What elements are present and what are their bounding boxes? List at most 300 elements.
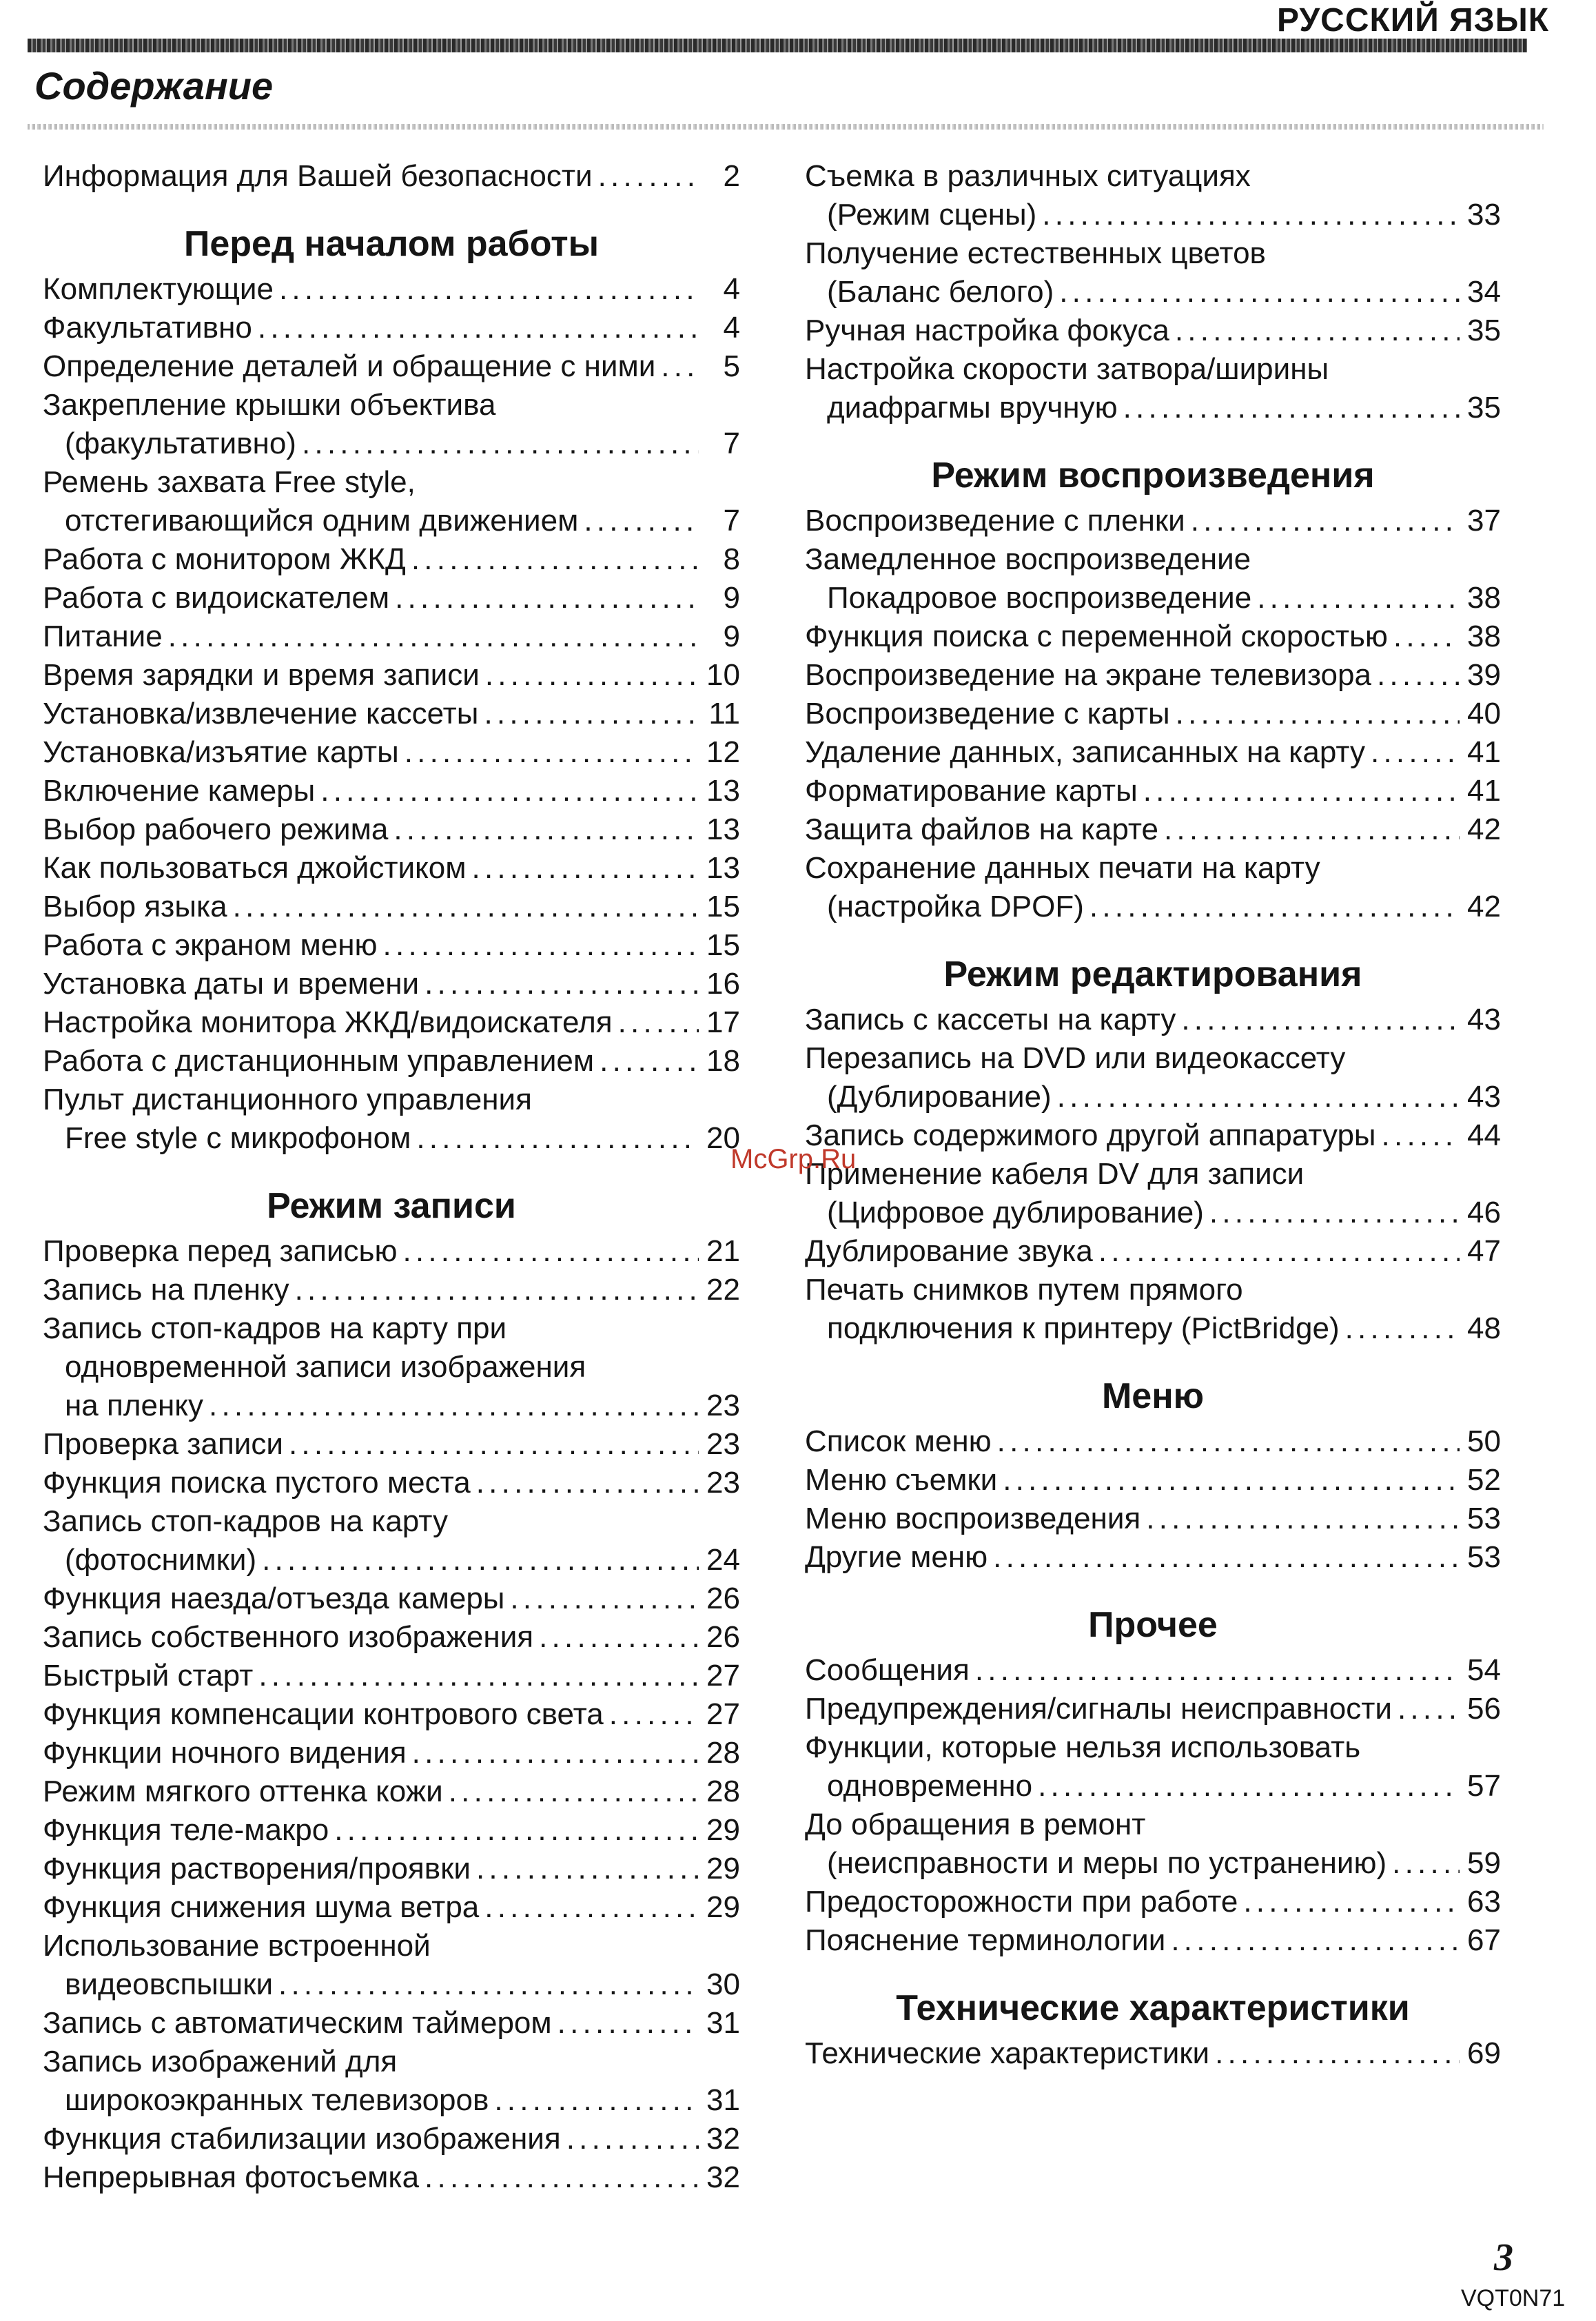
toc-entry — [805, 1001, 1501, 1039]
toc-page-number: 22 — [706, 1273, 740, 1307]
toc-entry — [43, 1888, 740, 1927]
toc-entry — [805, 579, 1501, 617]
toc-entry-text: Меню съемки — [805, 1463, 998, 1497]
page-title: Содержание — [34, 64, 274, 108]
toc-entry-text: Запись с кассеты на карту — [805, 1003, 1176, 1036]
toc-entry-text: Питание — [43, 620, 163, 653]
toc-entry-line: Ремень захвата Free style, — [43, 465, 416, 499]
toc-entry — [43, 2004, 740, 2043]
toc-entry — [43, 695, 740, 733]
dot-leader — [1175, 311, 1460, 350]
dot-leader — [1143, 772, 1460, 810]
dot-leader — [510, 1579, 699, 1618]
toc-entry-text: Пояснение терминологии — [805, 1923, 1166, 1957]
toc-entry — [805, 1538, 1501, 1577]
toc-entry — [43, 540, 740, 579]
toc-page-number: 35 — [1467, 314, 1501, 347]
toc-entry — [805, 1461, 1501, 1500]
toc-page-number: 2 — [723, 159, 740, 193]
toc-entry — [805, 1194, 1501, 1232]
toc-entry-text: Другие меню — [805, 1540, 988, 1574]
toc-item[interactable] — [805, 1690, 1501, 1728]
dot-leader — [424, 2158, 699, 2197]
toc-entry-line: Функции, которые нельзя использовать — [805, 1730, 1361, 1764]
toc-item[interactable] — [43, 1927, 740, 2004]
toc-item[interactable] — [43, 1811, 740, 1850]
toc-entry-text: Удаление данных, записанных на карту — [805, 735, 1365, 769]
toc-entry — [43, 733, 740, 772]
toc-item[interactable] — [805, 311, 1501, 350]
toc-entry — [43, 1618, 740, 1657]
toc-entry-text: Запись на пленку — [43, 1273, 289, 1307]
toc-item[interactable] — [43, 1232, 740, 1271]
toc-item[interactable] — [805, 695, 1501, 733]
toc-item[interactable] — [43, 617, 740, 656]
toc-item[interactable] — [805, 1651, 1501, 1690]
toc-entry-text: Быстрый старт — [43, 1659, 254, 1693]
toc-item[interactable] — [43, 656, 740, 695]
dot-leader — [1382, 1116, 1460, 1155]
toc-entry-text: Ручная настройка фокуса — [805, 314, 1169, 347]
toc-entry-text: Проверка записи — [43, 1427, 283, 1461]
dot-leader — [1209, 1194, 1460, 1232]
dot-leader — [1003, 1461, 1460, 1500]
dot-leader — [1181, 1001, 1460, 1039]
toc-entry — [43, 347, 740, 386]
dot-leader — [278, 1965, 699, 2004]
toc-entry-text: Предупреждения/сигналы неисправности — [805, 1692, 1392, 1726]
toc-page-number: 67 — [1467, 1923, 1501, 1957]
toc-item[interactable] — [805, 1232, 1501, 1271]
dot-leader — [424, 965, 699, 1003]
toc-page-number: 7 — [723, 427, 740, 460]
toc-page-number: 26 — [706, 1620, 740, 1654]
dot-leader — [1191, 502, 1460, 540]
dot-leader — [1123, 389, 1460, 427]
toc-entry-text: Функция поиска пустого места — [43, 1466, 471, 1500]
toc-page-number: 20 — [706, 1121, 740, 1155]
toc-entry-text: Предосторожности при работе — [805, 1885, 1238, 1919]
toc-page-number: 50 — [1467, 1424, 1501, 1458]
toc-item[interactable] — [43, 309, 740, 347]
toc-entry-text: Защита файлов на карте — [805, 812, 1158, 846]
toc-item[interactable] — [805, 1155, 1501, 1232]
toc-item[interactable] — [43, 1502, 740, 1579]
toc-item[interactable] — [43, 1618, 740, 1657]
dot-leader — [1098, 1232, 1460, 1271]
toc-entry-line: Запись изображений для — [43, 2045, 398, 2078]
toc-page-number: 26 — [706, 1582, 740, 1615]
toc-entry-text: (Дублирование) — [827, 1080, 1052, 1114]
toc-entry — [43, 656, 740, 695]
toc-item[interactable] — [43, 2120, 740, 2158]
toc-entry[interactable] — [43, 157, 740, 196]
dot-leader — [1345, 1309, 1460, 1348]
toc-item[interactable] — [43, 1425, 740, 1464]
toc-item[interactable] — [805, 1001, 1501, 1039]
toc-item[interactable] — [805, 656, 1501, 695]
toc-left-column — [43, 157, 740, 2197]
toc-entry-text: Запись собственного изображения — [43, 1620, 534, 1654]
toc-entry-line: Запись стоп-кадров на карту при — [43, 1311, 507, 1345]
toc-entry-text: (Цифровое дублирование) — [827, 1196, 1204, 1229]
toc-item[interactable] — [805, 810, 1501, 849]
dot-leader — [258, 309, 699, 347]
toc-entry — [43, 2081, 740, 2120]
toc-item[interactable] — [805, 157, 1501, 234]
toc-entry-line: До обращения в ремонт — [805, 1808, 1146, 1841]
toc-item[interactable] — [43, 1695, 740, 1734]
dot-leader — [557, 2004, 699, 2043]
dot-leader — [1171, 1921, 1460, 1960]
dot-leader — [393, 810, 699, 849]
toc-page-number: 44 — [1467, 1118, 1501, 1152]
toc-entry-text: Настройка монитора ЖКД/видоискателя — [43, 1005, 613, 1039]
toc-entry-text: отстегивающийся одним движением — [65, 504, 579, 538]
toc-item[interactable] — [805, 1271, 1501, 1348]
toc-entry-text: Выбор языка — [43, 890, 227, 923]
toc-item[interactable] — [805, 772, 1501, 810]
toc-entry — [43, 1119, 740, 1158]
dot-leader — [1257, 579, 1460, 617]
toc-entry-text: Информация для Вашей безопасности — [43, 159, 593, 193]
dot-leader — [405, 733, 699, 772]
toc-entry — [805, 273, 1501, 311]
toc-item[interactable] — [805, 1422, 1501, 1461]
toc-item[interactable] — [43, 2158, 740, 2197]
section-heading: Режим редактирования — [943, 954, 1362, 994]
toc-page-number: 23 — [706, 1389, 740, 1422]
toc-item[interactable] — [43, 772, 740, 810]
toc-entry-text: видеовспышки — [65, 1967, 274, 2001]
toc-item[interactable] — [43, 1579, 740, 1618]
toc-item[interactable] — [805, 540, 1501, 617]
toc-item[interactable] — [805, 1883, 1501, 1921]
dot-leader — [295, 1271, 699, 1309]
toc-entry-line: Запись стоп-кадров на карту — [43, 1504, 448, 1538]
dot-leader — [1392, 1844, 1460, 1883]
toc-entry-line: Сохранение данных печати на карту — [805, 851, 1320, 885]
toc-page-number: 5 — [723, 349, 740, 383]
toc-item[interactable] — [43, 1734, 740, 1772]
toc-entry — [805, 656, 1501, 695]
dot-leader — [598, 157, 699, 196]
toc-entry-text: Воспроизведение с пленки — [805, 504, 1185, 538]
toc-entry-text: Непрерывная фотосъемка — [43, 2160, 420, 2194]
toc-entry-text: Работа с дистанционным управлением — [43, 1044, 595, 1078]
toc-entry-text: Комплектующие — [43, 272, 274, 306]
toc-item[interactable] — [805, 1461, 1501, 1500]
toc-item[interactable] — [43, 386, 740, 463]
toc-item[interactable] — [43, 849, 740, 888]
toc-page-number: 48 — [1467, 1311, 1501, 1345]
toc-entry — [805, 1767, 1501, 1806]
toc-entry-text: (факультативно) — [65, 427, 296, 460]
dot-leader — [411, 540, 699, 579]
dot-leader — [416, 1119, 699, 1158]
dot-leader — [412, 1734, 699, 1772]
toc-entry — [43, 888, 740, 926]
toc-page-number: 52 — [1467, 1463, 1501, 1497]
toc-entry-text: Технические характеристики — [805, 2036, 1210, 2070]
toc-entry — [43, 1811, 740, 1850]
toc-entry — [805, 1921, 1501, 1960]
toc-page-number: 13 — [706, 774, 740, 808]
toc-entry — [43, 309, 740, 347]
toc-entry-text: Установка/извлечение кассеты — [43, 697, 479, 730]
toc-page-number: 47 — [1467, 1234, 1501, 1268]
toc-item[interactable] — [805, 617, 1501, 656]
toc-page-number: 16 — [706, 967, 740, 1001]
toc-entry-text: Воспроизведение на экране телевизора — [805, 658, 1371, 692]
section-heading: Режим записи — [267, 1186, 516, 1226]
dot-leader — [566, 2120, 699, 2158]
dot-leader — [485, 656, 699, 695]
toc-entry-text: Сообщения — [805, 1653, 970, 1687]
toc-item[interactable] — [43, 810, 740, 849]
toc-page-number: 38 — [1467, 581, 1501, 615]
toc-page-number: 13 — [706, 851, 740, 885]
toc-entry-text: Запись содержимого другой аппаратуры — [805, 1118, 1376, 1152]
toc-page-number: 15 — [706, 928, 740, 962]
language-label: РУССКИЙ ЯЗЫК — [1276, 2, 1549, 39]
toc-entry — [43, 810, 740, 849]
toc-entry-text: Время зарядки и время записи — [43, 658, 480, 692]
toc-entry-line: Пульт дистанционного управления — [43, 1083, 532, 1116]
toc-item[interactable] — [43, 1003, 740, 1042]
toc-entry — [43, 1425, 740, 1464]
toc-item[interactable] — [43, 888, 740, 926]
toc-page-number: 10 — [706, 658, 740, 692]
toc-entry-text: Как пользоваться джойстиком — [43, 851, 467, 885]
toc-page-number: 17 — [706, 1005, 740, 1039]
page-number: 3 — [1494, 2236, 1513, 2279]
toc-item[interactable] — [43, 733, 740, 772]
toc-page-number: 39 — [1467, 658, 1501, 692]
toc-entry-text: Работа с экраном меню — [43, 928, 378, 962]
toc-item[interactable] — [43, 1657, 740, 1695]
toc-page-number: 38 — [1467, 620, 1501, 653]
toc-page-number: 63 — [1467, 1885, 1501, 1919]
left-sections — [43, 222, 740, 2197]
dot-leader — [334, 1811, 699, 1850]
toc-entry-text: Определение деталей и обращение с ними — [43, 349, 656, 383]
toc-entry-text: (неисправности и меры по устранению) — [827, 1846, 1387, 1880]
toc-entry — [43, 502, 740, 540]
toc-item[interactable] — [805, 1806, 1501, 1883]
toc-entry-text: (фотоснимки) — [65, 1543, 257, 1577]
toc-page-number: 59 — [1467, 1846, 1501, 1880]
dot-leader — [1371, 733, 1460, 772]
dot-leader — [618, 1003, 699, 1042]
watermark: McGrp.Ru — [730, 1144, 857, 1174]
toc-page-number: 42 — [1467, 812, 1501, 846]
toc-entry — [43, 1695, 740, 1734]
toc-entry-text: на пленку — [65, 1389, 204, 1422]
toc-entry-text: Функция поиска с переменной скоростью — [805, 620, 1388, 653]
toc-page-number: 33 — [1467, 198, 1501, 232]
toc-entry — [43, 1657, 740, 1695]
toc-entry — [805, 772, 1501, 810]
toc-item[interactable] — [805, 733, 1501, 772]
dot-leader — [494, 2081, 699, 2120]
toc-item[interactable] — [43, 965, 740, 1003]
header-bar — [28, 39, 1527, 52]
dot-leader — [484, 1888, 699, 1927]
dot-leader — [302, 425, 699, 463]
toc-item[interactable] — [805, 1538, 1501, 1577]
toc-entry-text: Работа с видоискателем — [43, 581, 390, 615]
dot-leader — [993, 1538, 1460, 1577]
toc-entry — [805, 1844, 1501, 1883]
toc-entry — [805, 810, 1501, 849]
toc-item[interactable] — [805, 849, 1501, 926]
toc-item[interactable] — [805, 350, 1501, 427]
toc-entry — [43, 849, 740, 888]
toc-entry-text: Меню воспроизведения — [805, 1502, 1141, 1535]
toc-page-number: 11 — [708, 697, 740, 730]
toc-entry — [43, 270, 740, 309]
toc-entry-line: Перезапись на DVD или видеокассету — [805, 1041, 1346, 1075]
dot-leader — [383, 926, 699, 965]
toc-entry-text: Функция компенсации контрового света — [43, 1697, 604, 1731]
dot-leader — [1398, 1690, 1460, 1728]
toc-entry — [805, 617, 1501, 656]
toc-item[interactable] — [43, 1772, 740, 1811]
dot-leader — [1042, 196, 1460, 234]
toc-entry-line: Использование встроенной — [43, 1929, 431, 1963]
toc-page-number: 34 — [1467, 275, 1501, 309]
toc-item[interactable] — [43, 1042, 740, 1081]
toc-entry-text: Установка даты и времени — [43, 967, 420, 1001]
toc-item[interactable] — [43, 270, 740, 309]
toc-entry-text: Установка/изъятие карты — [43, 735, 399, 769]
toc-page-number: 31 — [706, 2006, 740, 2040]
toc-item[interactable] — [43, 926, 740, 965]
toc-entry — [43, 1541, 740, 1579]
section-heading: Режим воспроизведения — [931, 456, 1375, 495]
toc-entry — [43, 1003, 740, 1042]
toc-entry — [43, 1850, 740, 1888]
toc-item[interactable] — [43, 2043, 740, 2120]
toc-item[interactable] — [43, 463, 740, 540]
toc-entry-line: Применение кабеля DV для записи — [805, 1157, 1305, 1191]
toc-entry-text: Функция стабилизации изображения — [43, 2122, 561, 2156]
toc-item[interactable] — [43, 2004, 740, 2043]
dot-leader — [539, 1618, 699, 1657]
toc-item[interactable] — [43, 1081, 740, 1158]
toc-page-number: 29 — [706, 1813, 740, 1847]
toc-entry-text: Воспроизведение с карты — [805, 697, 1170, 730]
toc-right-column — [805, 157, 1501, 2073]
toc-entry — [805, 311, 1501, 350]
toc-entry — [43, 1772, 740, 1811]
toc-entry — [43, 1965, 740, 2004]
toc-page-number: 13 — [706, 812, 740, 846]
title-rule — [28, 124, 1544, 130]
toc-page-number: 27 — [706, 1697, 740, 1731]
dot-leader — [258, 1657, 699, 1695]
dot-leader — [600, 1042, 699, 1081]
toc-entry-text: Работа с монитором ЖКД — [43, 542, 406, 576]
toc-page-number: 4 — [723, 272, 740, 306]
toc-entry-line: одновременной записи изображения — [65, 1350, 586, 1384]
dot-leader — [472, 849, 699, 888]
dot-leader — [209, 1387, 699, 1425]
toc-entry-text: (Режим сцены) — [827, 198, 1037, 232]
toc-item[interactable] — [805, 1728, 1501, 1806]
dot-leader — [1059, 273, 1460, 311]
toc-item[interactable] — [805, 234, 1501, 311]
dot-leader — [609, 1695, 699, 1734]
dot-leader — [975, 1651, 1460, 1690]
dot-leader — [1176, 695, 1460, 733]
dot-leader — [233, 888, 699, 926]
toc-item[interactable] — [43, 695, 740, 733]
toc-page-number: 35 — [1467, 391, 1501, 425]
toc-page-number: 27 — [706, 1659, 740, 1693]
dot-leader — [1215, 2034, 1460, 2073]
toc-item[interactable] — [805, 1500, 1501, 1538]
toc-entry-text: Факультативно — [43, 311, 252, 345]
toc-page-number: 21 — [706, 1234, 740, 1268]
toc-entry — [805, 1232, 1501, 1271]
toc-item[interactable] — [805, 502, 1501, 540]
toc-item[interactable] — [43, 540, 740, 579]
toc-item[interactable] — [43, 1888, 740, 1927]
toc-entry-line: Замедленное воспроизведение — [805, 542, 1251, 576]
toc-entry-text: Функции ночного видения — [43, 1736, 407, 1770]
toc-item[interactable] — [805, 2034, 1501, 2073]
toc-page-number: 37 — [1467, 504, 1501, 538]
toc-entry-text: (настройка DPOF) — [827, 890, 1084, 923]
toc-item[interactable] — [43, 1850, 740, 1888]
toc-item[interactable] — [43, 579, 740, 617]
toc-item[interactable] — [805, 1921, 1501, 1960]
toc-item[interactable] — [43, 1271, 740, 1309]
toc-page-number: 30 — [706, 1967, 740, 2001]
dot-leader — [584, 502, 699, 540]
toc-entry-text: Выбор рабочего режима — [43, 812, 389, 846]
toc-page-number: 24 — [706, 1543, 740, 1577]
toc-entry — [43, 579, 740, 617]
toc-page-number: 56 — [1467, 1692, 1501, 1726]
toc-item[interactable] — [805, 1116, 1501, 1155]
dot-leader — [449, 1772, 699, 1811]
right-sections — [805, 157, 1501, 2073]
toc-page-number: 15 — [706, 890, 740, 923]
dot-leader — [997, 1422, 1460, 1461]
toc-entry — [43, 926, 740, 965]
dot-leader — [1377, 656, 1460, 695]
toc-item[interactable] — [43, 1309, 740, 1425]
toc-entry — [805, 1883, 1501, 1921]
toc-entry-line: Печать снимков путем прямого — [805, 1273, 1243, 1307]
toc-entry — [805, 1651, 1501, 1690]
toc-item[interactable] — [43, 1464, 740, 1502]
toc-entry — [43, 965, 740, 1003]
dot-leader — [661, 347, 699, 386]
toc-page-number: 18 — [706, 1044, 740, 1078]
toc-item[interactable] — [805, 1039, 1501, 1116]
dot-leader — [476, 1464, 699, 1502]
toc-entry-text: Список меню — [805, 1424, 992, 1458]
toc-entry-text: Функция наезда/отъезда камеры — [43, 1582, 505, 1615]
toc-page-number: 7 — [723, 504, 740, 538]
toc-entry — [805, 733, 1501, 772]
section-heading: Прочее — [1088, 1605, 1218, 1645]
toc-item[interactable] — [43, 347, 740, 386]
